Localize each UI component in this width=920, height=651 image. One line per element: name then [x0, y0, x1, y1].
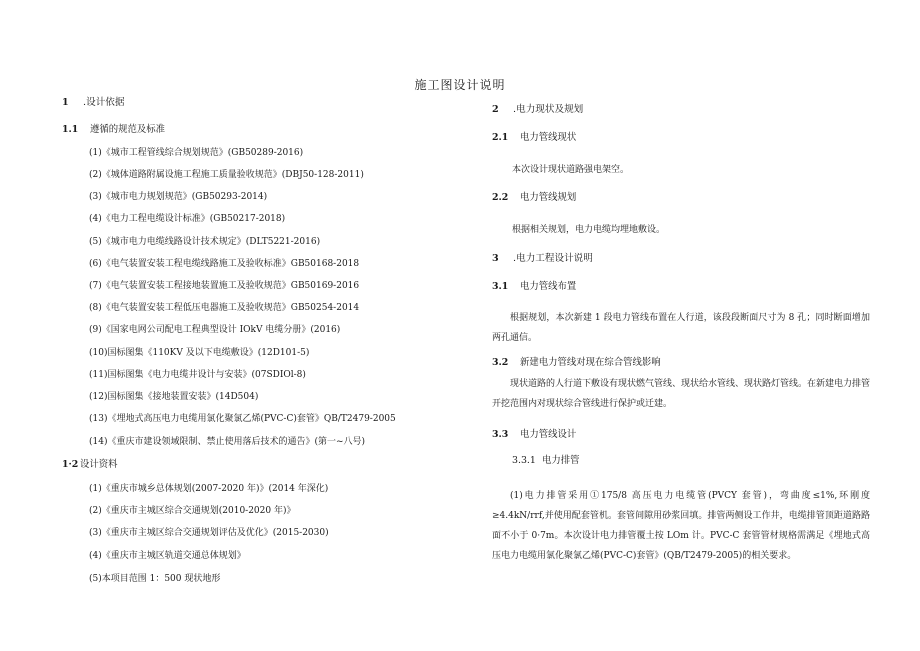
standard-item-13: (13)《埋地式高压电力电缆用氯化聚氯乙烯(PVC-C)套管》QB/T2479-2005	[89, 414, 396, 424]
page-title: 施工图设计说明	[414, 78, 506, 92]
section-3-1-heading	[492, 281, 576, 293]
section-label: 设计资料	[80, 459, 118, 470]
section-number: 1.1	[62, 124, 79, 135]
paragraph-2-1: 本次设计现状道路强电架空。	[512, 165, 630, 175]
section-label: 电力管线设计	[520, 429, 577, 440]
section-number: 2.1	[492, 132, 509, 143]
standard-item-14: (14)《重庆市建设领域限制、禁止使用落后技术的通告》(第一~八号)	[89, 437, 366, 447]
section-number: 1·2	[62, 459, 79, 470]
section-label: 电力管线布置	[520, 281, 577, 292]
paragraph-3-1: 根据规划，本次新建 1 段电力管线布置在人行道，该段段断面尺寸为 8 孔；同时断面增加两孔通信。	[492, 313, 870, 343]
section-label: .设计依据	[80, 97, 125, 108]
section-2-1-heading	[492, 132, 576, 144]
paragraph-2-2: 根据相关规划，电力电缆均埋地敷设。	[512, 225, 666, 235]
standard-item-11: (11)国标图集《电力电缆井设计与安装》(07SDIOl-8)	[89, 370, 306, 380]
section-3-3-1-heading	[512, 455, 580, 467]
section-1-2-heading	[62, 459, 118, 471]
standard-item-1: (1)《城市工程管线综合规划规范》(GB50289-2016)	[89, 148, 304, 158]
section-1-heading	[62, 97, 124, 109]
standard-item-6: (6)《电气装置安装工程电缆线路施工及验收标准》GB50168-2018	[89, 259, 360, 269]
standard-item-8: (8)《电气装置安装工程低压电器施工及验收规范》GB50254-2014	[89, 303, 360, 313]
section-number: 3.3	[492, 429, 509, 440]
standard-item-9: (9)《国家电网公司配电工程典型设计 IOkV 电缆分册》(2016)	[89, 325, 341, 335]
section-number: 2.2	[492, 192, 509, 203]
section-1-1-heading	[62, 124, 165, 136]
section-number: 3.2	[492, 357, 509, 368]
section-label: 电力排管	[542, 455, 580, 466]
section-3-heading	[492, 253, 593, 265]
standard-item-4: (4)《电力工程电缆设计标准》(GB50217-2018)	[89, 214, 286, 224]
section-number: 3	[492, 253, 499, 264]
section-3-3-heading	[492, 429, 576, 441]
section-label: 遵循的规范及标准	[90, 124, 166, 135]
section-2-heading	[492, 104, 583, 116]
standard-item-12: (12)国标图集《接地装置安装》(14D504)	[89, 392, 259, 402]
section-label: 新建电力管线对现在综合管线影响	[520, 357, 661, 368]
section-label: .电力工程设计说明	[510, 253, 593, 264]
material-item-3: (3)《重庆市主城区综合交通规划评估及优化》(2015-2030)	[89, 528, 329, 538]
standard-item-3: (3)《城市电力规划规范》(GB50293-2014)	[89, 192, 268, 202]
standard-item-5: (5)《城市电力电缆线路设计技术规定》(DLT5221-2016)	[89, 237, 321, 247]
material-item-4: (4)《重庆市主城区轨道交通总体规划》	[89, 551, 246, 561]
section-label: .电力现状及规划	[510, 104, 584, 115]
standard-item-2: (2)《城体道路附属设施工程施工质量验收规范》(DBJ50-128-2011)	[89, 170, 364, 180]
section-number: 3.3.1	[512, 455, 536, 466]
section-number: 3.1	[492, 281, 509, 292]
material-item-5: (5)本项目范围 1：500 现状地形	[89, 574, 221, 584]
section-number: 1	[62, 97, 69, 108]
material-item-2: (2)《重庆市主城区综合交通规划(2010-2020 年)》	[89, 506, 296, 516]
material-item-1: (1)《重庆市城乡总体规划(2007-2020 年)》(2014 年深化)	[89, 484, 329, 494]
standard-item-7: (7)《电气装置安装工程接地装置施工及验收规范》GB50169-2016	[89, 281, 360, 291]
section-2-2-heading	[492, 192, 576, 204]
section-label: 电力管线现状	[520, 132, 577, 143]
section-3-2-heading	[492, 357, 661, 369]
section-label: 电力管线规划	[520, 192, 577, 203]
paragraph-3-3-1: (1)电力排管采用①175/8 高压电力电缆管(PVCY 套管)，弯曲度≤1%,环刚度≥4.4kN/rrf,并使用配套管机。套管间隙用砂浆回填。排管两侧设工作井，电缆排管顶距道路路面不小于 0·7m。本次设计电力排管覆土按 LOm 计。PVC-C 套管管材规格需满足《埋地式高压电力电缆用氯化聚氯乙烯(PVC-C)套管》(QB/T2479-2005)的相关要求。	[492, 491, 870, 561]
section-number: 2	[492, 104, 499, 115]
standard-item-10: (10)国标图集《110KV 及以下电缆敷设》(12D101-5)	[89, 348, 310, 358]
paragraph-3-2: 现状道路的人行道下敷设有现状燃气管线、现状给水管线、现状路灯管线。在新建电力排管开挖范围内对现状综合管线进行保护或迁建。	[492, 379, 871, 409]
